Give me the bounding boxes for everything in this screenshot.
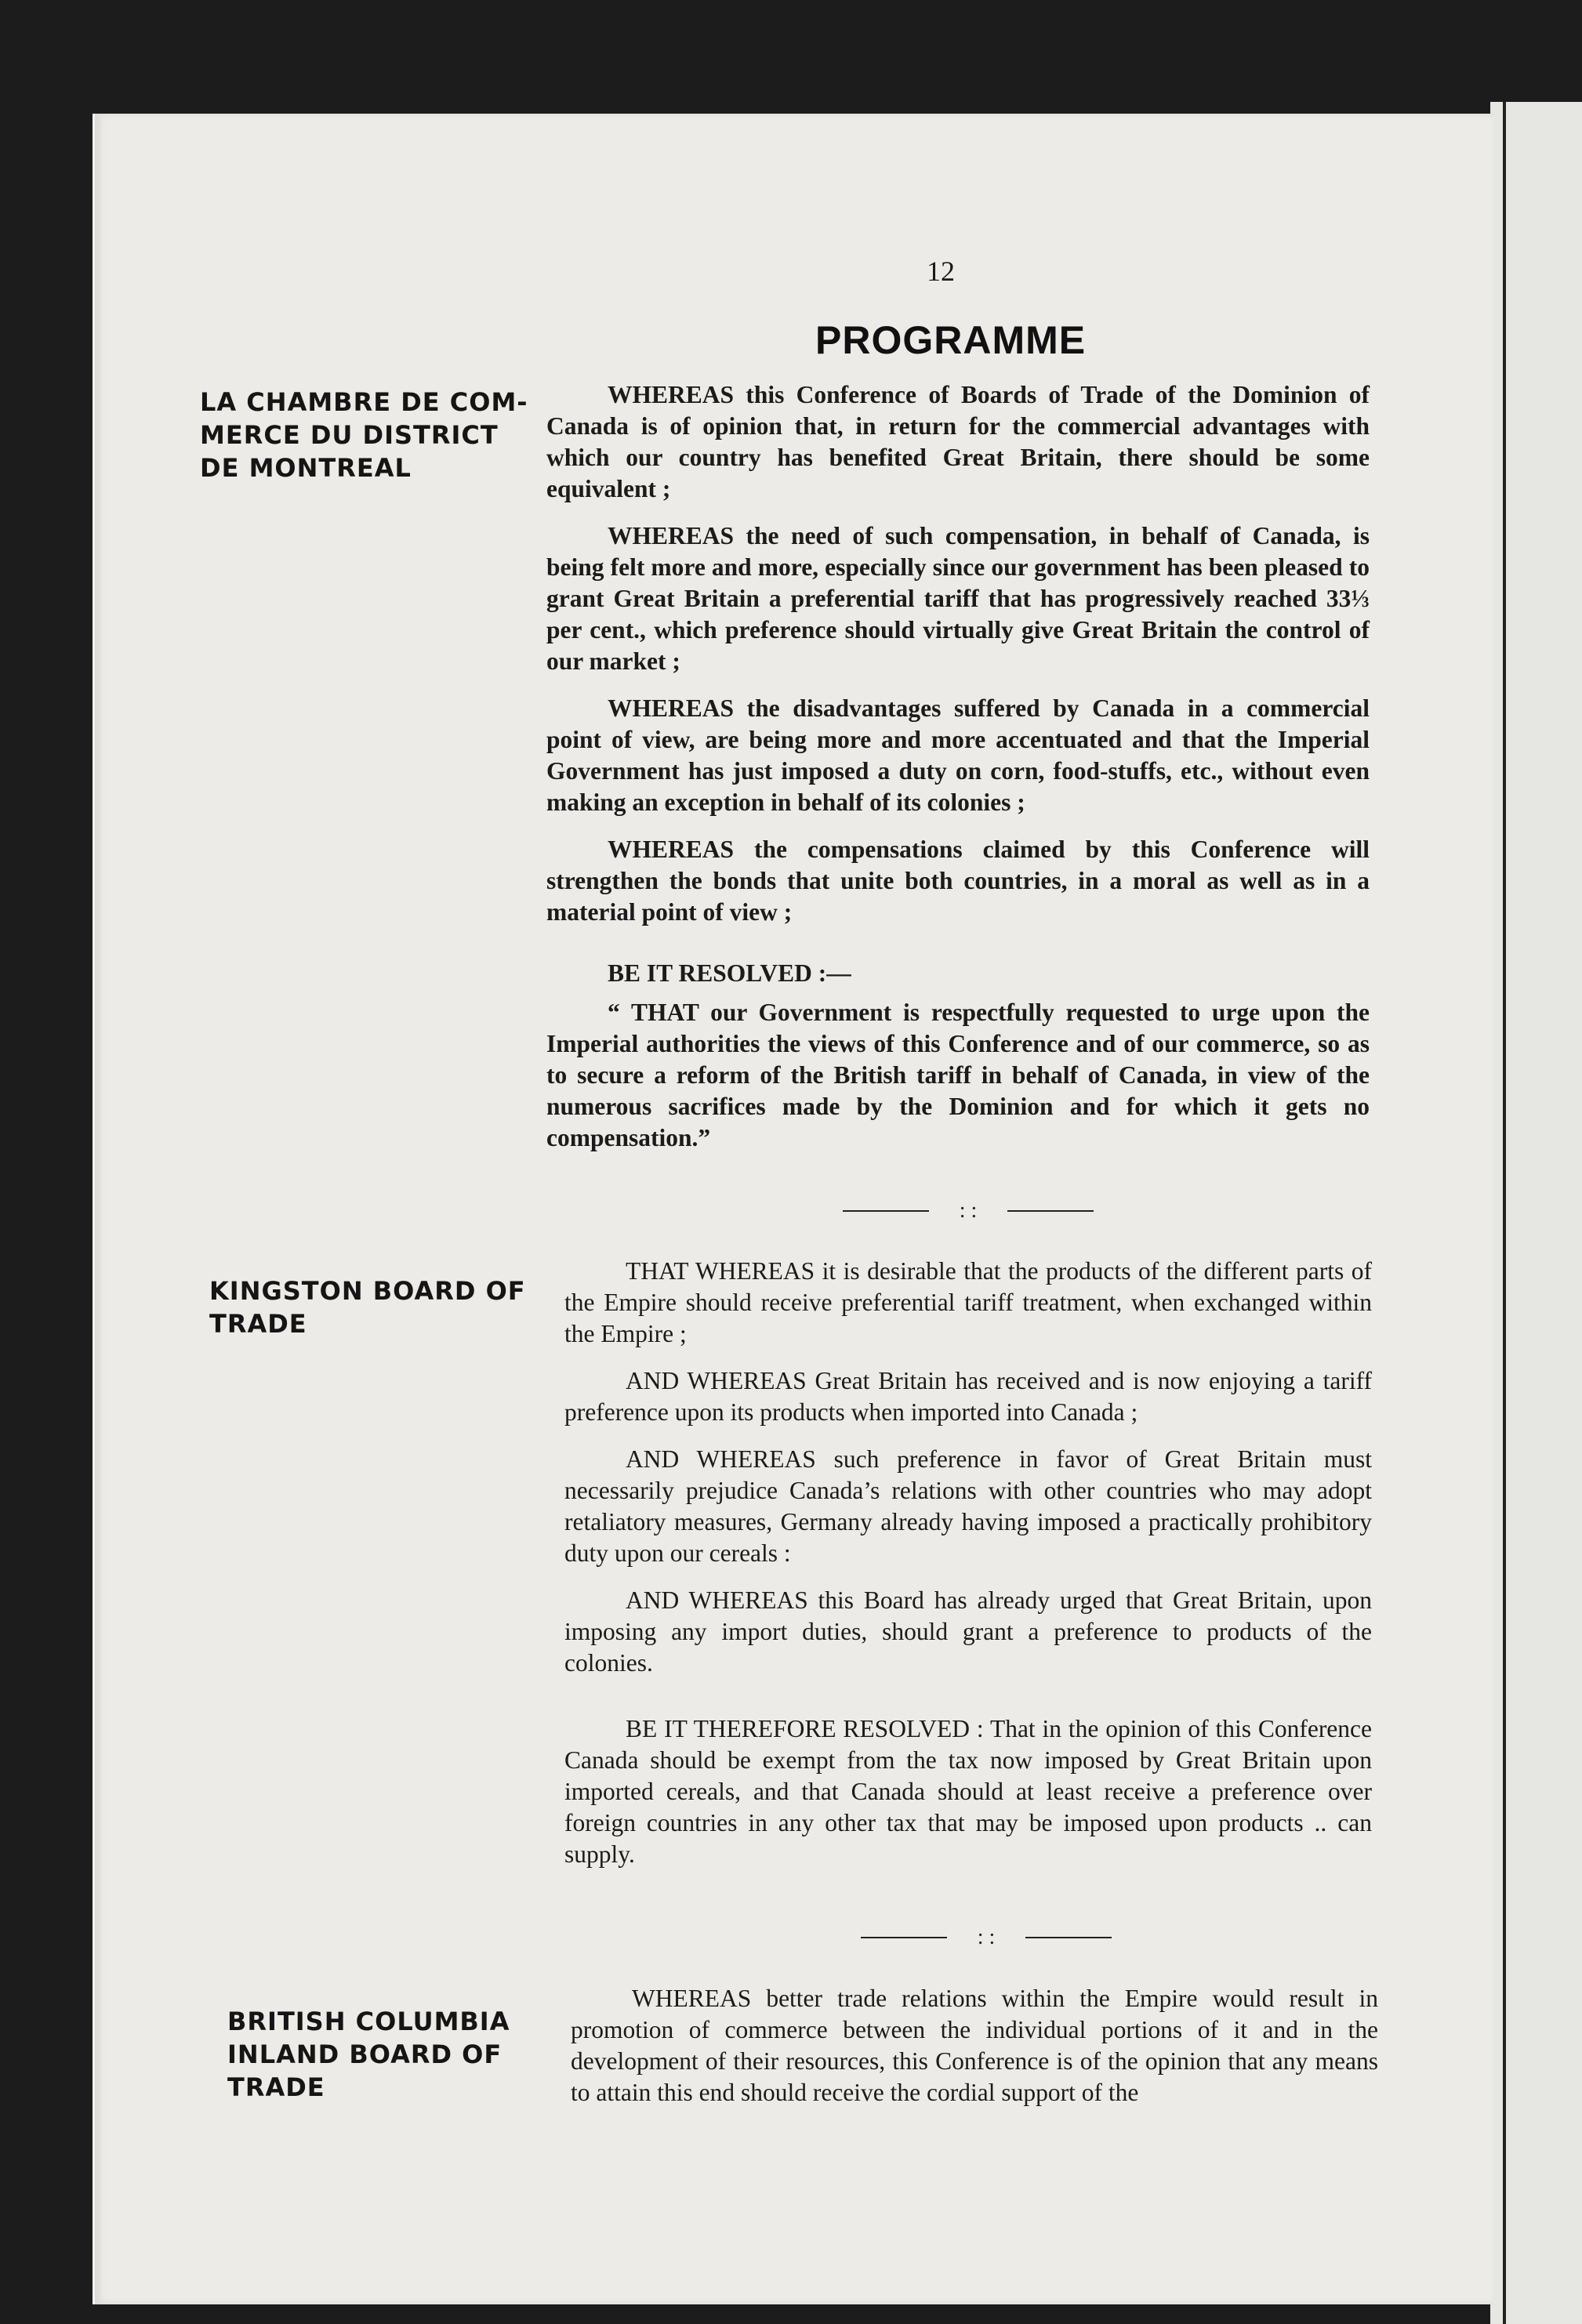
paragraph: BE IT THEREFORE RESOLVED : That in the opinion of this Conference Canada should be exempt from the tax now imposed by Great Britain upon imported cereals, and that Canada should at least receive a preference over foreign countries in any other tax that may be imposed upon products .. can supply.	[564, 1715, 1372, 1868]
resolution-quote: “ THAT our Government is respectfully requested to urge upon the Imperial authorities the views of this Conference and of our commerce, so as to secure a reform of the British tariff in behalf of Canada, in view of the numerous sacrifices made by the Dominion and for which it gets no compensation.”	[546, 999, 1370, 1151]
adjacent-page-edge	[1490, 102, 1582, 2324]
resolved-heading: BE IT RESOLVED :—	[608, 959, 851, 987]
label-line: DE MONTREAL	[200, 453, 412, 483]
label-line: TRADE	[209, 1309, 307, 1339]
paragraph: WHEREAS the compensations claimed by this Conference will strengthen the bonds that unite both countries, in a moral as well as in a material point of view ;	[546, 836, 1370, 926]
section-divider	[843, 1198, 1094, 1223]
section-label-kingston	[209, 1274, 526, 1340]
paragraph: WHEREAS better trade relations within the Empire would result in promotion of commerce between the individual portions of it and in the development of their resources, this Conference is of the opinion that any means to attain this end should receive the cordial support of the	[571, 1985, 1378, 2106]
page-number: 12	[927, 256, 955, 287]
paragraph: THAT WHEREAS it is desirable that the products of the different parts of the Empire should receive preferential tariff treatment, when exchanged within the Empire ;	[564, 1257, 1372, 1347]
paragraph: WHEREAS the disadvantages suffered by Canada in a commercial point of view, are being more and more accentuated and that the Imperial Government has just imposed a duty on corn, food-stuffs, etc., without even making an exception in behalf of its colonies ;	[546, 694, 1370, 816]
label-line: TRADE	[227, 2072, 325, 2102]
section-label-british-columbia	[227, 2005, 510, 2104]
paragraph: WHEREAS the need of such compensation, in behalf of Canada, is being felt more and more, especially since our government has been pleased to grant Great Britain a preferential tariff that has progressively reached 33⅓ per cent., which preference should virtually give Great Britain the control of our market ;	[546, 522, 1370, 675]
section-body-montreal	[546, 379, 1370, 1169]
paragraph: AND WHEREAS this Board has already urged that Great Britain, upon imposing any import duties, should grant a preference to products of the colonies.	[564, 1586, 1372, 1677]
label-line: BRITISH COLUMBIA	[227, 2007, 510, 2036]
page-heading: PROGRAMME	[815, 318, 1087, 362]
label-line: MERCE DU DISTRICT	[200, 420, 499, 450]
paragraph: WHEREAS this Conference of Boards of Trade of the Dominion of Canada is of opinion that, in return for the commercial advantages with which our country has benefited Great Britain, there should be some equivalent ;	[546, 381, 1370, 502]
paragraph: AND WHEREAS Great Britain has received and is now enjoying a tariff preference upon its products when imported into Canada ;	[564, 1367, 1372, 1426]
divider-mark: : :	[959, 1198, 978, 1223]
label-line: LA CHAMBRE DE COM-	[200, 387, 528, 417]
label-line: KINGSTON BOARD OF	[209, 1276, 526, 1306]
section-divider	[861, 1925, 1112, 1949]
section-body-kingston	[564, 1256, 1372, 1886]
paragraph: AND WHEREAS such preference in favor of Great Britain must necessarily prejudice Canada’s relations with other countries who may adopt retaliatory measures, Germany already having imposed a practically prohibitory duty upon our cereals :	[564, 1445, 1372, 1567]
label-line: INLAND BOARD OF	[227, 2039, 503, 2069]
divider-mark: : :	[977, 1925, 996, 1949]
section-label-montreal	[200, 386, 528, 484]
section-body-british-columbia	[571, 1983, 1378, 2124]
